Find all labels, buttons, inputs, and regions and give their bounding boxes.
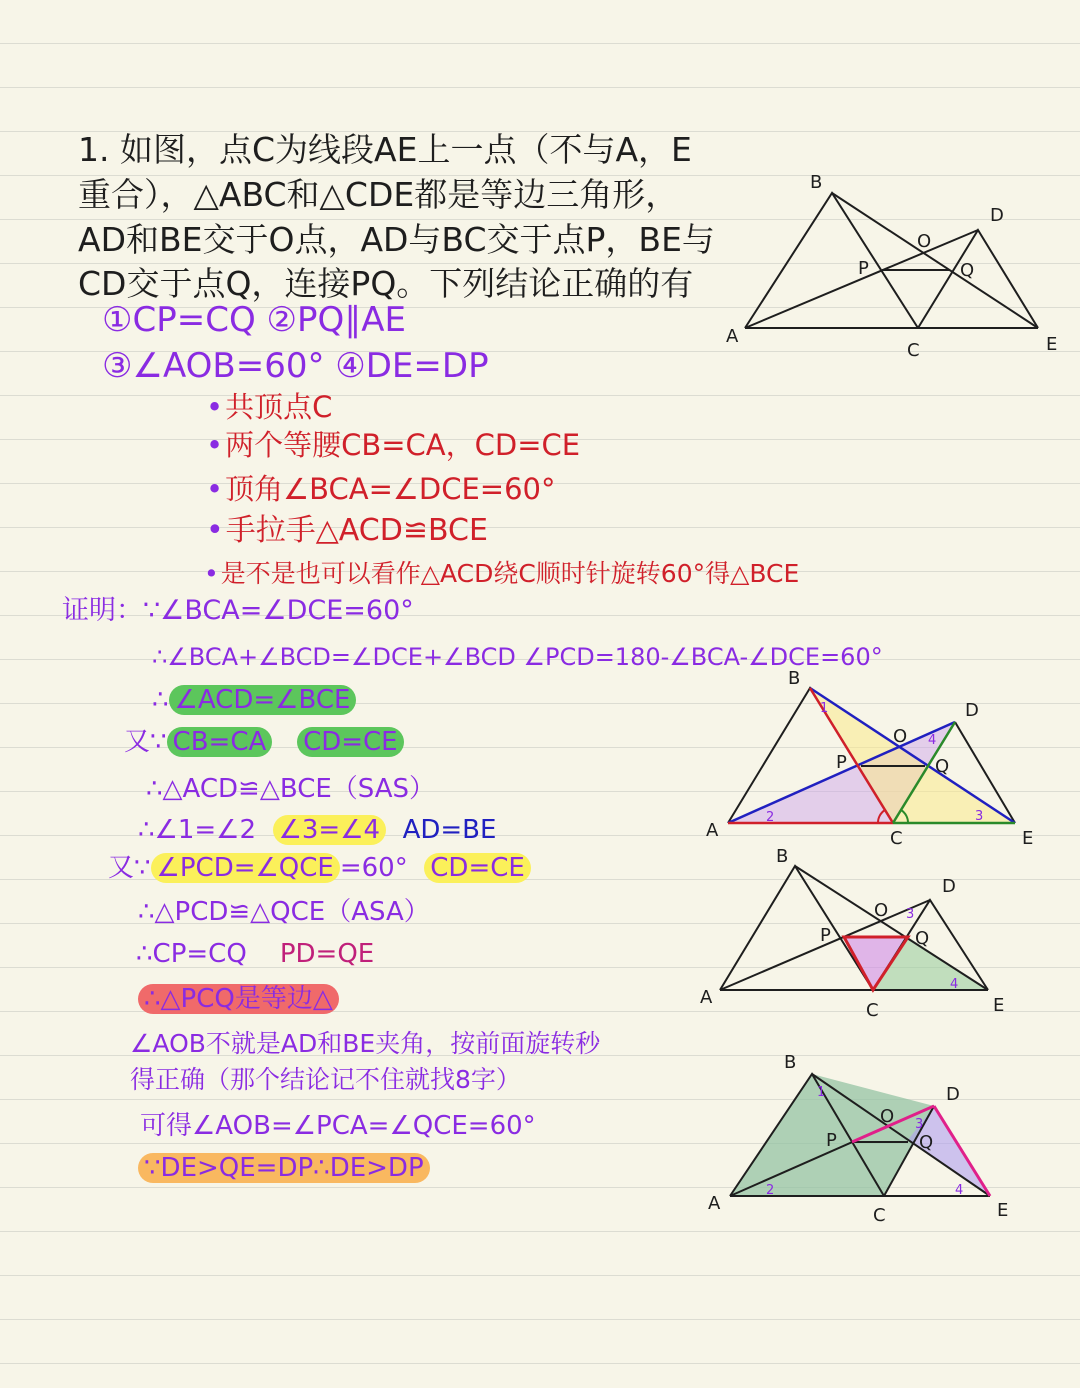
label-e-4: E <box>997 1200 1009 1221</box>
label-c-4: C <box>873 1205 886 1226</box>
label-b-4: B <box>784 1052 797 1073</box>
proof-line-11: ∠AOB不就是AD和BE夹角，按前面旋转秒 <box>130 1029 601 1058</box>
label-o-2: O <box>893 726 908 747</box>
highlight-cd-ce-2: CD=CE <box>424 853 531 883</box>
question-line-1: 1. 如图，点C为线段AE上一点（不与A，E <box>78 130 692 169</box>
label-p-3: P <box>820 925 831 946</box>
options-line-2: ③∠AOB=60° ④DE=DP <box>102 346 489 386</box>
label-e-2: E <box>1022 828 1034 849</box>
highlight-de-dp: ∵DE>QE=DP∴DE>DP <box>138 1153 430 1183</box>
label-a-2: A <box>706 820 719 841</box>
label-b-2: B <box>788 668 801 689</box>
proof-line-5: ∴△ACD≌△BCE（SAS） <box>146 774 436 804</box>
question-line-3: AD和BE交于O点，AD与BC交于点P，BE与 <box>78 220 715 259</box>
label-b-1: B <box>810 172 823 193</box>
analysis-bullet-1: •共顶点C <box>206 390 333 424</box>
angle-4-fig3: 4 <box>950 977 959 992</box>
angle-4-fig4: 4 <box>955 1183 964 1198</box>
label-d-2: D <box>965 700 979 721</box>
highlight-cb-ca: CB=CA <box>167 727 273 757</box>
proof-line-1: 证明：∵∠BCA=∠DCE=60° <box>62 595 414 626</box>
label-d-3: D <box>942 876 956 897</box>
segment-ad <box>745 230 978 328</box>
label-p-4: P <box>826 1130 837 1151</box>
analysis-bullet-2: •两个等腰CB=CA，CD=CE <box>206 428 581 462</box>
label-c-1: C <box>907 340 920 361</box>
angle-3-fig3: 3 <box>906 907 915 922</box>
label-c-2: C <box>890 828 903 849</box>
label-o-1: O <box>917 231 932 252</box>
angle-4-fig2: 4 <box>928 733 937 748</box>
angle-2-fig4: 2 <box>766 1183 775 1198</box>
proof-line-2: ∴∠BCA+∠BCD=∠DCE+∠BCD ∠PCD=180-∠BCA-∠DCE=60° <box>152 643 883 671</box>
label-a-4: A <box>708 1193 721 1214</box>
label-q-2: Q <box>935 756 950 777</box>
label-b-3: B <box>776 846 789 867</box>
highlight-angle-3-4: ∠3=∠4 <box>273 815 387 845</box>
label-d-1: D <box>990 205 1004 226</box>
label-q-3: Q <box>915 928 930 949</box>
label-p-1: P <box>858 258 869 279</box>
label-a-3: A <box>700 987 713 1008</box>
proof-line-4: 又∵ CB=CA CD=CE <box>124 728 404 757</box>
highlight-pcd-qce: ∠PCD=∠QCE <box>151 853 340 883</box>
proof-line-12: 得正确（那个结论记不住就找8字） <box>130 1065 521 1094</box>
angle-3-fig2: 3 <box>975 809 984 824</box>
label-c-3: C <box>866 1000 879 1021</box>
analysis-bullet-5: •是不是也可以看作△ACD绕C顺时针旋转60°得△BCE <box>204 559 800 588</box>
label-q-4: Q <box>919 1132 934 1153</box>
triangle-abc <box>745 193 918 328</box>
label-o-4: O <box>880 1106 895 1127</box>
label-e-1: E <box>1046 334 1058 355</box>
proof-line-9: ∴CP=CQ PD=QE <box>136 939 375 969</box>
triangle-cde <box>918 230 1038 328</box>
label-e-3: E <box>993 995 1005 1016</box>
highlight-cd-ce: CD=CE <box>297 727 404 757</box>
label-p-2: P <box>836 752 847 773</box>
proof-line-8: ∴△PCD≌△QCE（ASA） <box>138 897 430 927</box>
proof-line-3: ∴ ∠ACD=∠BCE <box>152 686 356 715</box>
highlight-equilateral-pcq: ∴△PCQ是等边△ <box>138 984 339 1014</box>
question-line-2: 重合），△ABC和△CDE都是等边三角形， <box>78 175 679 214</box>
label-d-4: D <box>946 1084 960 1105</box>
angle-2-fig2: 2 <box>766 810 775 825</box>
analysis-bullet-3: •顶角∠BCA=∠DCE=60° <box>206 472 556 506</box>
highlight-acd-bce: ∠ACD=∠BCE <box>169 685 357 715</box>
angle-3-fig4: 3 <box>915 1117 924 1132</box>
proof-line-6: ∴∠1=∠2 ∠3=∠4 AD=BE <box>138 815 497 845</box>
options-line-1: ①CP=CQ ②PQ∥AE <box>102 300 407 340</box>
proof-line-13: 可得∠AOB=∠PCA=∠QCE=60° <box>140 1111 536 1141</box>
label-o-3: O <box>874 900 889 921</box>
label-q-1: Q <box>960 260 975 281</box>
angle-1-fig2: 1 <box>820 701 829 716</box>
angle-1-fig4: 1 <box>817 1085 826 1100</box>
proof-line-7: 又∵ ∠PCD=∠QCE =60° CD=CE <box>108 854 531 883</box>
question-line-4: CD交于点Q，连接PQ。下列结论正确的有 <box>78 264 694 303</box>
analysis-bullet-4: •手拉手△ACD≌BCE <box>206 513 488 548</box>
label-a-1: A <box>726 326 739 347</box>
